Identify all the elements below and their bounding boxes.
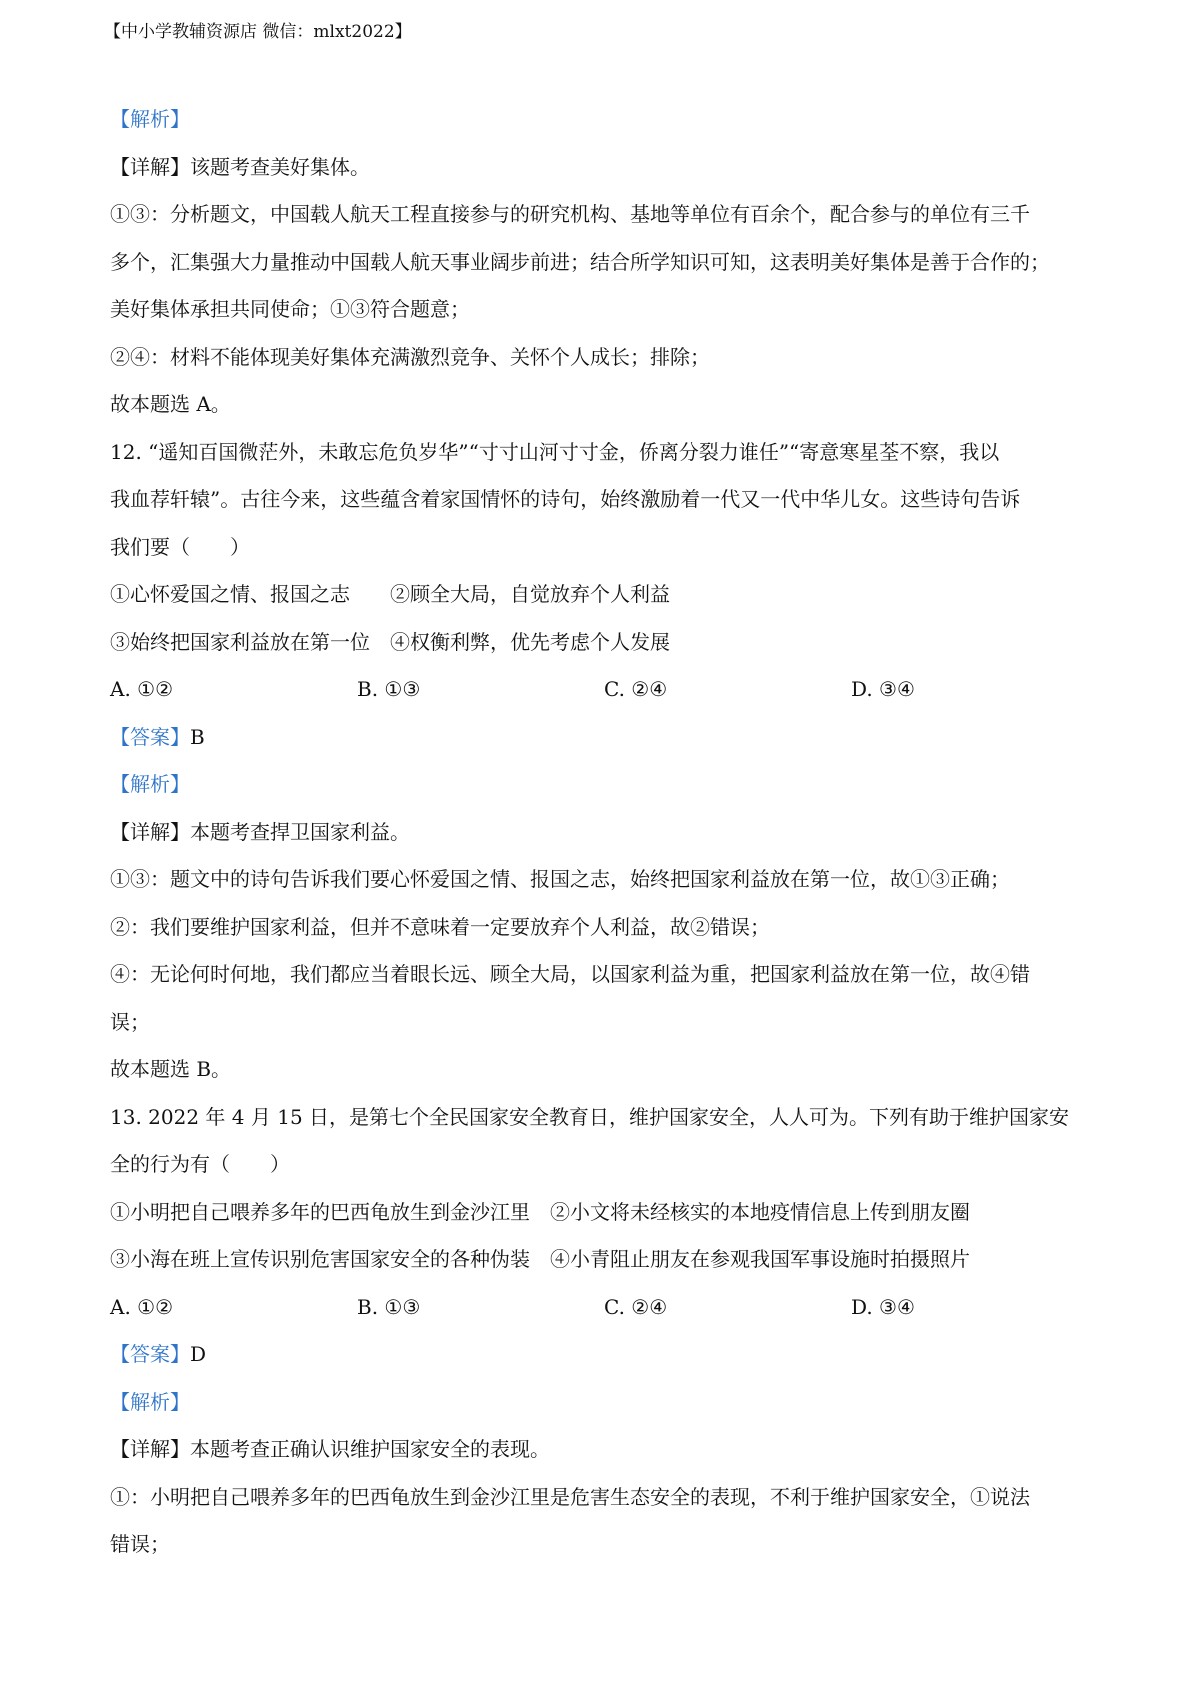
question-12-choice: ①心怀爱国之情、报国之志 ②顾全大局，自觉放弃个人利益 bbox=[110, 582, 670, 606]
question-12-stem: 我们要（ ） bbox=[110, 534, 250, 559]
detail-heading: 【详解】该题考查美好集体。 bbox=[110, 154, 370, 179]
question-12-answer bbox=[110, 714, 1104, 762]
answer-tag: 【答案】 bbox=[110, 724, 190, 749]
option-c: C. ②④ bbox=[604, 677, 668, 701]
explanation-line: 美好集体承担共同使命；①③符合题意； bbox=[110, 297, 470, 321]
analysis-tag: 【解析】 bbox=[110, 107, 190, 131]
option-b: B. ①③ bbox=[357, 1294, 421, 1319]
question-12-options bbox=[110, 666, 1104, 714]
explanation-line: ①③：分析题文，中国载人航天工程直接参与的研究机构、基地等单位有百余个，配合参与的单位有三千 bbox=[110, 202, 1030, 226]
question-13-choice: ③小海在班上宣传识别危害国家安全的各种伪装 ④小青阻止朋友在参观我国军事设施时拍摄照片 bbox=[110, 1247, 970, 1271]
answer-tag: 【答案】 bbox=[110, 1342, 190, 1366]
explanation-line: ①③：题文中的诗句告诉我们要心怀爱国之情、报国之志，始终把国家利益放在第一位，故①③正确； bbox=[110, 867, 1010, 891]
option-b: B. ①③ bbox=[357, 677, 421, 701]
question-13-options bbox=[110, 1284, 1104, 1332]
document-body bbox=[110, 96, 1104, 1569]
question-13-answer bbox=[110, 1331, 1104, 1379]
explanation-line: 故本题选 A。 bbox=[110, 392, 231, 416]
explanation-line: 误； bbox=[110, 1009, 150, 1034]
option-a: A. ①② bbox=[110, 677, 174, 701]
analysis-tag: 【解析】 bbox=[110, 772, 190, 796]
explanation-line: 错误； bbox=[110, 1532, 170, 1556]
explanation-line: 故本题选 B。 bbox=[110, 1057, 232, 1081]
question-13-stem: 全的行为有（ ） bbox=[110, 1152, 290, 1176]
explanation-line: ①：小明把自己喂养多年的巴西龟放生到金沙江里是危害生态安全的表现，不利于维护国家安全，①说法 bbox=[110, 1484, 1030, 1509]
answer-value: D bbox=[190, 1342, 207, 1366]
question-13-choice: ①小明把自己喂养多年的巴西龟放生到金沙江里 ②小文将未经核实的本地疫情信息上传到朋友圈 bbox=[110, 1199, 970, 1224]
detail-heading: 【详解】本题考查捍卫国家利益。 bbox=[110, 819, 410, 844]
option-d: D. ③④ bbox=[851, 677, 915, 701]
question-12-stem: 我血荐轩辕”。古往今来，这些蕴含着家国情怀的诗句，始终激励着一代又一代中华儿女。这些诗句告诉 bbox=[110, 487, 1021, 511]
option-d: D. ③④ bbox=[851, 1294, 915, 1319]
answer-value: B bbox=[190, 724, 205, 749]
option-a: A. ①② bbox=[110, 1294, 174, 1319]
option-c: C. ②④ bbox=[604, 1294, 668, 1319]
question-13-stem: 13. 2022 年 4 月 15 日，是第七个全民国家安全教育日，维护国家安全，人人可为。下列有助于维护国家安 bbox=[110, 1104, 1070, 1129]
analysis-tag: 【解析】 bbox=[110, 1389, 190, 1414]
explanation-line: ④：无论何时何地，我们都应当着眼长远、顾全大局，以国家利益为重，把国家利益放在第一位，故④错 bbox=[110, 962, 1030, 986]
question-12-stem: 12. “遥知百国微茫外，未敢忘危负岁华”“寸寸山河寸寸金，侨离分裂力谁任”“寄意寒星荃不察，我以 bbox=[110, 439, 1000, 464]
explanation-line: ②：我们要维护国家利益，但并不意味着一定要放弃个人利益，故②错误； bbox=[110, 914, 770, 939]
page-header: 【中小学教辅资源店 微信：mlxt2022】 bbox=[104, 22, 412, 42]
detail-heading: 【详解】本题考查正确认识维护国家安全的表现。 bbox=[110, 1437, 550, 1461]
question-12-choice: ③始终把国家利益放在第一位 ④权衡利弊，优先考虑个人发展 bbox=[110, 629, 670, 654]
explanation-line: 多个，汇集强大力量推动中国载人航天事业阔步前进；结合所学知识可知，这表明美好集体是善于合作的； bbox=[110, 249, 1050, 274]
explanation-line: ②④：材料不能体现美好集体充满激烈竞争、关怀个人成长；排除； bbox=[110, 344, 710, 369]
